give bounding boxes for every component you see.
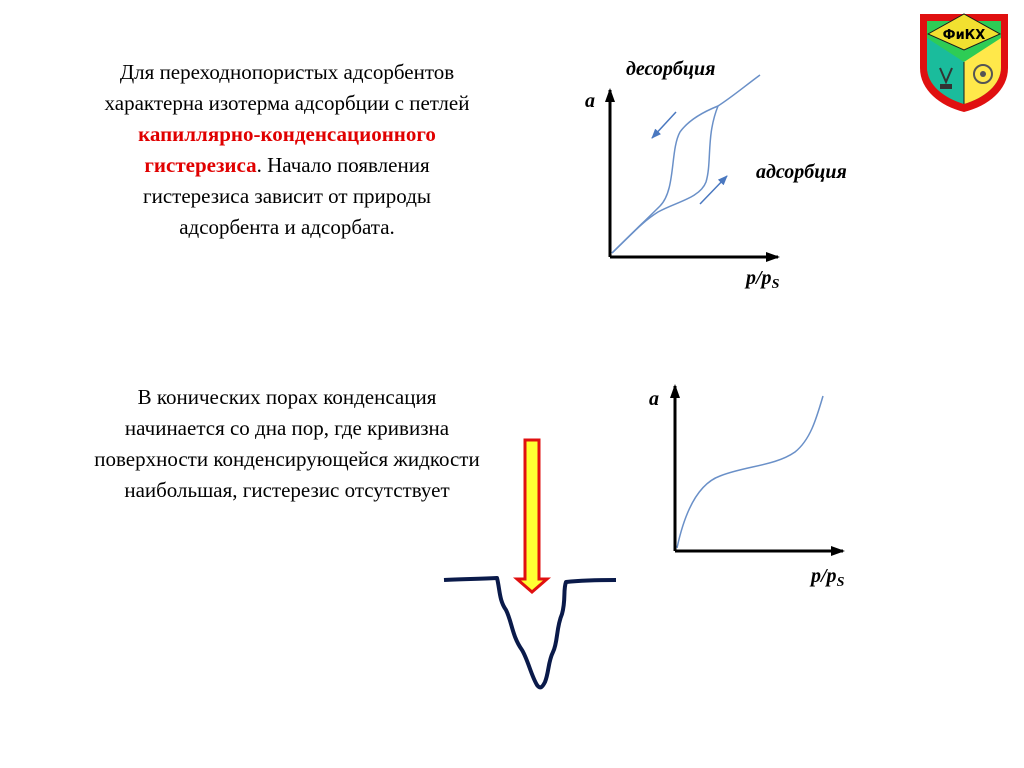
adsorption-direction-arrow (700, 176, 727, 204)
desorption-label: десорбция (626, 58, 716, 80)
desorption-direction-arrow (652, 112, 676, 138)
conical-pore-profile (444, 578, 616, 687)
department-logo-shield (916, 10, 1012, 114)
adsorption-curve (612, 106, 718, 253)
no-hysteresis-isotherm-chart (675, 386, 843, 551)
paragraph-conical-pores: В конических порах конденсация начинается со дна пор, где кривизна поверхности конденсирующейся жидкости наибольшая, гистерезис отсутствует (94, 385, 480, 502)
chart2-x-axis-label-sub: S (836, 575, 845, 590)
capillary-hysteresis-highlight: капиллярно-конденсационного гистерезиса (138, 122, 436, 177)
paragraph-hysteresis-text-after: . Начало появления гистерезиса зависит от природы адсорбента и адсорбата. (142, 153, 431, 239)
desorption-curve (612, 75, 760, 253)
chart2-x-axis-label-main: p/p (811, 565, 837, 587)
chart1-x-axis-label-main: p/p (746, 267, 772, 289)
logo-text: ФиКХ (942, 28, 986, 43)
chart1-y-axis-label: a (585, 90, 595, 112)
paragraph-hysteresis-text-before: Для переходнопористых адсорбентов характерна изотерма адсорбции с петлей (104, 60, 470, 115)
condensation-down-arrow (517, 440, 547, 592)
adsorption-label: адсорбция (756, 161, 847, 183)
chart1-x-axis-label (746, 267, 779, 293)
chart2-y-axis-label: a (649, 388, 659, 410)
isotherm-curve (677, 396, 823, 548)
chart2-x-axis-label (811, 565, 844, 591)
chart1-x-axis-label-sub: S (771, 277, 780, 292)
hysteresis-isotherm-chart (610, 75, 778, 257)
